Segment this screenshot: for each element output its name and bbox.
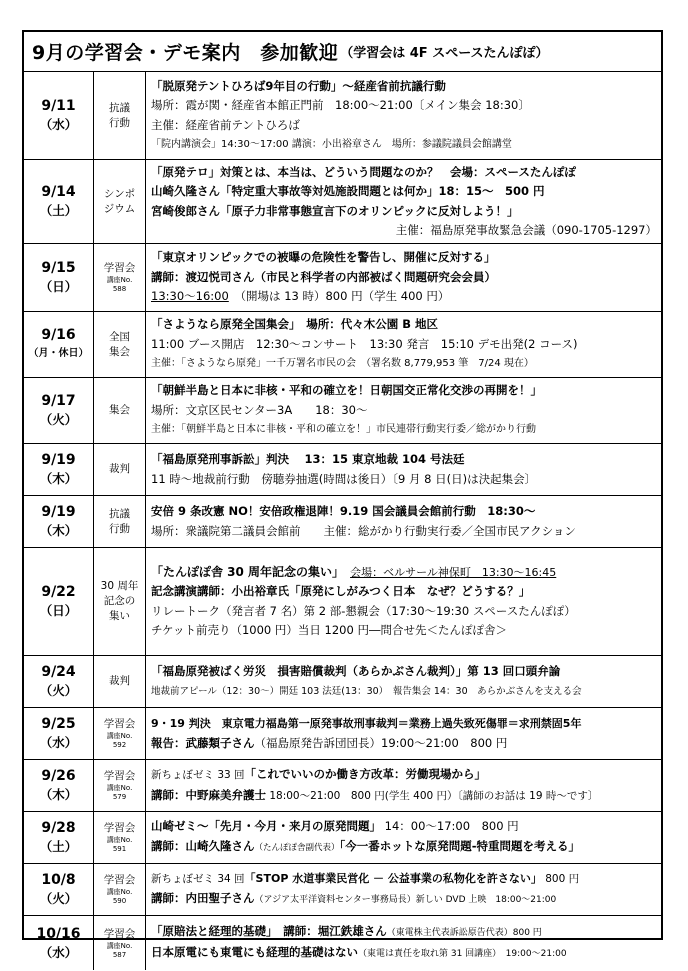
date-cell — [24, 916, 94, 970]
category-label: 抗議 — [109, 507, 130, 520]
lecturer-name: 講師：内田聖子さん — [151, 891, 255, 905]
course-number: 588 — [112, 285, 127, 293]
category-label: 30 周年 — [100, 580, 139, 592]
date-cell — [24, 708, 94, 759]
weekday: （水） — [39, 117, 78, 132]
weekday: （月・休日） — [28, 348, 89, 359]
title-note: （学習会は 4F スペースたんぽぽ） — [340, 46, 549, 61]
event-line — [151, 287, 657, 307]
weekday: （日） — [39, 603, 78, 618]
date-cell — [24, 378, 94, 443]
category-label: 集い — [109, 610, 130, 622]
date: 9/22 — [41, 584, 76, 600]
weekday: （火） — [39, 891, 78, 906]
event-line — [151, 734, 657, 754]
event-title-line — [151, 765, 657, 786]
category-cell — [94, 160, 146, 243]
reporter-name: 武藤類子さん — [185, 735, 255, 750]
table-row — [24, 864, 661, 916]
category-cell — [94, 916, 146, 970]
category-cell — [94, 378, 146, 443]
course-number: 591 — [112, 845, 127, 853]
details-cell — [146, 244, 661, 311]
event-line: リレートーク（発言者 7 名）第 2 部-懇親会（17:30～19:30 スペースたんぽぽ） — [151, 603, 576, 618]
date: 9/28 — [41, 820, 76, 836]
category-label: シンポ — [103, 187, 136, 200]
date: 10/8 — [41, 872, 76, 888]
category-label: 学習会 — [103, 927, 136, 940]
event-line: 主催：経産省前テントひろば — [151, 117, 300, 132]
table-row — [24, 708, 661, 760]
date-cell — [24, 160, 94, 243]
course-label: 講座No. — [106, 941, 133, 950]
event-title: 「たんぽぽ舎 30 周年記念の集い」 — [151, 564, 339, 579]
category-label: 行動 — [109, 116, 130, 129]
keynote-line: 記念講演講師：小出裕章氏「原発にしがみつく日本 なぜ？どうする？」 — [151, 584, 531, 598]
weekday: （木） — [39, 787, 78, 802]
weekday: （水） — [39, 944, 78, 960]
category-label: 行動 — [109, 522, 130, 535]
event-table — [22, 30, 663, 960]
date-cell — [24, 760, 94, 811]
event-detail: 18:00～21:00 800 円(学生 400 円）〔講師のお話は 19 時～です〕 — [266, 789, 599, 802]
event-line: 主催：「さようなら原発」一千万署名市民の会 （署名数 8,779,953 筆 7/24 現在） — [151, 358, 534, 370]
event-line: 場所：霞が関・経産省本館正門前 18:00～21:00〔メイン集会 18:30〕 — [151, 98, 530, 112]
speaker-line: 宮崎俊郎さん「原子力非常事態宣言下のオリンピックに反対しよう！」 — [151, 203, 519, 218]
lecturer-affiliation: （東電株主代表訴訟原告代表）800 円 — [386, 927, 542, 938]
category-label: 裁判 — [109, 675, 130, 687]
table-row — [24, 656, 661, 708]
course-label: 講座No. — [106, 888, 133, 896]
date-cell — [24, 444, 94, 495]
event-title: 「さようなら原発全国集会」 場所：代々木公園 B 地区 — [151, 317, 439, 332]
details-cell — [146, 864, 661, 915]
date-cell — [24, 812, 94, 863]
date-cell — [24, 548, 94, 655]
category-cell — [94, 496, 146, 547]
event-organizer: 主催：福島原発事故緊急会議（090-1705-1297） — [395, 223, 657, 237]
category-cell — [94, 548, 146, 655]
date: 9/14 — [41, 184, 76, 200]
event-line: 地裁前アピール（12：30～）開廷 103 法廷(13：30） 報告集会 14：30 あらかぶさんを支える会 — [151, 685, 582, 697]
reporter-label: 報告： — [151, 735, 186, 750]
details-cell — [146, 708, 661, 759]
event-title: 安倍 9 条改憲 NO！安倍政権退陣！9.19 国会議員会館前行動 18:30～ — [151, 504, 536, 518]
event-title-line — [151, 922, 657, 944]
event-title: 「STOP 水道事業民営化 － 公益事業の私物化を許さない」 — [244, 871, 542, 885]
course-label: 講座No. — [106, 784, 133, 792]
event-title-line — [151, 869, 657, 890]
category-cell — [94, 244, 146, 311]
category-label: 学習会 — [103, 822, 136, 834]
details-cell — [146, 760, 661, 811]
title-row — [24, 32, 661, 72]
details-cell — [146, 496, 661, 547]
seminar-number: 新ちょぼゼミ 33 回 — [151, 769, 245, 781]
date: 9/19 — [41, 504, 76, 520]
category-cell — [94, 760, 146, 811]
event-line — [151, 202, 657, 222]
course-number: 587 — [112, 950, 127, 959]
table-row — [24, 244, 661, 312]
date: 9/15 — [41, 260, 76, 276]
date-cell — [24, 244, 94, 311]
event-title: 「福島原発被ばく労災 損害賠償裁判（あらかぶさん裁判）」第 13 回口頭弁論 — [151, 664, 561, 678]
date-cell — [24, 312, 94, 377]
event-title: 山崎ゼミ～「先月・今月・来月の原発問題」 — [151, 819, 381, 833]
lecture-topic: 日本原電にも東電にも経理的基礎はない — [151, 945, 358, 959]
date: 9/17 — [41, 393, 76, 409]
date: 9/19 — [41, 452, 76, 468]
weekday: （木） — [39, 523, 78, 538]
event-time: 13:30～16:00 — [151, 289, 229, 304]
event-line — [151, 786, 657, 807]
category-cell — [94, 656, 146, 707]
details-cell — [146, 312, 661, 377]
weekday: （火） — [39, 412, 78, 427]
category-label: 学習会 — [103, 718, 136, 730]
event-fee: 800 円 — [541, 872, 580, 885]
course-number: 579 — [112, 793, 127, 801]
weekday: （土） — [39, 839, 78, 854]
category-label: 抗議 — [109, 101, 130, 114]
event-line: 主催：「朝鮮半島と日本に非核・平和の確立を！」市民連帯行動実行委／総がかり行動 — [151, 424, 536, 436]
table-row — [24, 548, 661, 656]
event-line: 場所：文京区民センター3A 18：30～ — [151, 402, 368, 417]
course-label: 講座No. — [106, 732, 133, 740]
speaker-line: 山崎久隆さん「特定重大事故等対処施設問題とは何か」18：15～ 500 円 — [151, 184, 545, 198]
event-line — [151, 943, 657, 965]
details-cell — [146, 916, 661, 970]
course-label: 講座No. — [106, 276, 133, 284]
date-cell — [24, 496, 94, 547]
details-cell — [146, 72, 661, 159]
course-number: 592 — [112, 741, 127, 749]
event-detail: （アジア太平洋資料センター事務局長）新しい DVD 上映 18:00～21:00 — [254, 895, 557, 905]
details-cell — [146, 378, 661, 443]
event-line: 「院内講演会」14:30～17:00 講演：小出裕章さん 場所：参議院議員会館講堂 — [151, 139, 512, 150]
category-label: 学習会 — [103, 770, 136, 782]
lecturer-name: 講師：堀江鉄雄さん — [283, 923, 387, 938]
event-line: 11:00 ブース開店 12:30～コンサート 13:30 発言 15:10 デモ出発(2 コース) — [151, 336, 578, 351]
details-cell — [146, 160, 661, 243]
event-line — [151, 837, 657, 859]
date: 10/16 — [36, 925, 81, 942]
category-cell — [94, 312, 146, 377]
date: 9/16 — [41, 327, 76, 343]
category-label: 全国 — [109, 330, 130, 343]
category-label: 学習会 — [103, 874, 136, 886]
weekday: （水） — [39, 735, 78, 750]
date: 9/26 — [41, 768, 76, 784]
table-row — [24, 378, 661, 444]
table-row — [24, 916, 661, 970]
event-line — [151, 889, 657, 911]
lecturer-name: 講師：山崎久隆さん — [151, 838, 255, 853]
category-cell — [94, 72, 146, 159]
category-cell — [94, 444, 146, 495]
course-number: 590 — [112, 897, 127, 905]
event-title: 「これでいいのか働き方改革：労働現場から」 — [244, 767, 487, 781]
seminar-number: 新ちょぼゼミ 34 回 — [151, 872, 245, 885]
event-title: 「朝鮮半島と日本に非核・平和の確立を！日朝国交正常化交渉の再開を！」 — [151, 383, 542, 398]
lecturer-line: 講師：渡辺悦司さん（市民と科学者の内部被ばく問題研究会会員） — [151, 269, 496, 284]
table-row — [24, 812, 661, 864]
date-cell — [24, 656, 94, 707]
category-label: 記念の — [103, 595, 136, 607]
category-cell — [94, 708, 146, 759]
table-row — [24, 160, 661, 244]
date: 9/11 — [41, 98, 76, 114]
weekday: （火） — [39, 683, 78, 698]
lecture-topic: 「今一番ホットな原発問題-特重問題を考える」 — [339, 838, 581, 853]
details-cell — [146, 548, 661, 655]
table-row — [24, 496, 661, 548]
event-detail: （東電は責任を取れ第 31 回講座） 19:00～21:00 — [358, 949, 567, 959]
event-line: チケット前売り（1000 円）当日 1200 円―問合せ先＜たんぽぽ舎＞ — [151, 623, 507, 637]
page-title: 9月の学習会・デモ案内 参加歓迎 — [32, 42, 339, 64]
weekday: （日） — [39, 279, 78, 294]
event-title-line — [151, 817, 657, 837]
details-cell — [146, 656, 661, 707]
event-title: 「東京オリンピックでの被曝の危険性を警告し、開催に反対する」 — [151, 250, 496, 265]
event-title: 9・19 判決 東京電力福島第一原発事故刑事裁判＝業務上過失致死傷罪＝求刑禁固5年 — [151, 717, 582, 730]
event-detail: （福島原発告訴団団長）19:00～21:00 800 円 — [254, 735, 508, 750]
table-row — [24, 312, 661, 378]
event-title: 「原賠法と経理的基礎」 — [151, 923, 272, 938]
event-line — [151, 182, 657, 202]
details-cell — [146, 444, 661, 495]
category-label: 裁判 — [109, 463, 130, 475]
table-row — [24, 444, 661, 496]
table-row — [24, 760, 661, 812]
date-cell — [24, 864, 94, 915]
category-cell — [94, 864, 146, 915]
course-label: 講座No. — [106, 836, 133, 844]
category-label: 集会 — [109, 345, 130, 358]
lecturer-name: 講師：中野麻美弁護士 — [151, 787, 266, 802]
weekday: （土） — [39, 203, 78, 218]
event-line: 場所：衆議院第二議員会館前 主催：総がかり行動実行委／全国市民アクション — [151, 523, 576, 538]
event-line: 11 時～地裁前行動 傍聴券抽選(時間は後日）〔9 月 8 日(日)は決起集会〕 — [151, 471, 537, 486]
event-time: 14：00～17:00 800 円 — [381, 819, 519, 833]
event-title: 「原発テロ」対策とは、本当は、どういう問題なのか？ 会場：スペースたんぽぽ — [151, 164, 576, 179]
event-title-line — [151, 563, 657, 583]
date: 9/24 — [41, 664, 76, 680]
event-title: 「脱原発テントひろば9年目の行動」～経産省前抗議行動 — [151, 78, 446, 93]
event-venue: 会場：ベルサール神保町 13:30～16:45 — [350, 565, 557, 579]
category-label: ジウム — [103, 202, 136, 215]
table-row — [24, 72, 661, 160]
category-label: 学習会 — [103, 262, 136, 274]
category-cell — [94, 812, 146, 863]
details-cell — [146, 812, 661, 863]
date: 9/25 — [41, 716, 76, 732]
date-cell — [24, 72, 94, 159]
event-title: 「福島原発刑事訴訟」判決 13：15 東京地裁 104 号法廷 — [151, 452, 465, 466]
weekday: （木） — [39, 471, 78, 486]
category-label: 集会 — [109, 404, 130, 416]
lecturer-affiliation: （たんぽぽ舎副代表） — [254, 842, 340, 853]
event-fee: （開場は 13 時）800 円（学生 400 円） — [240, 289, 450, 304]
